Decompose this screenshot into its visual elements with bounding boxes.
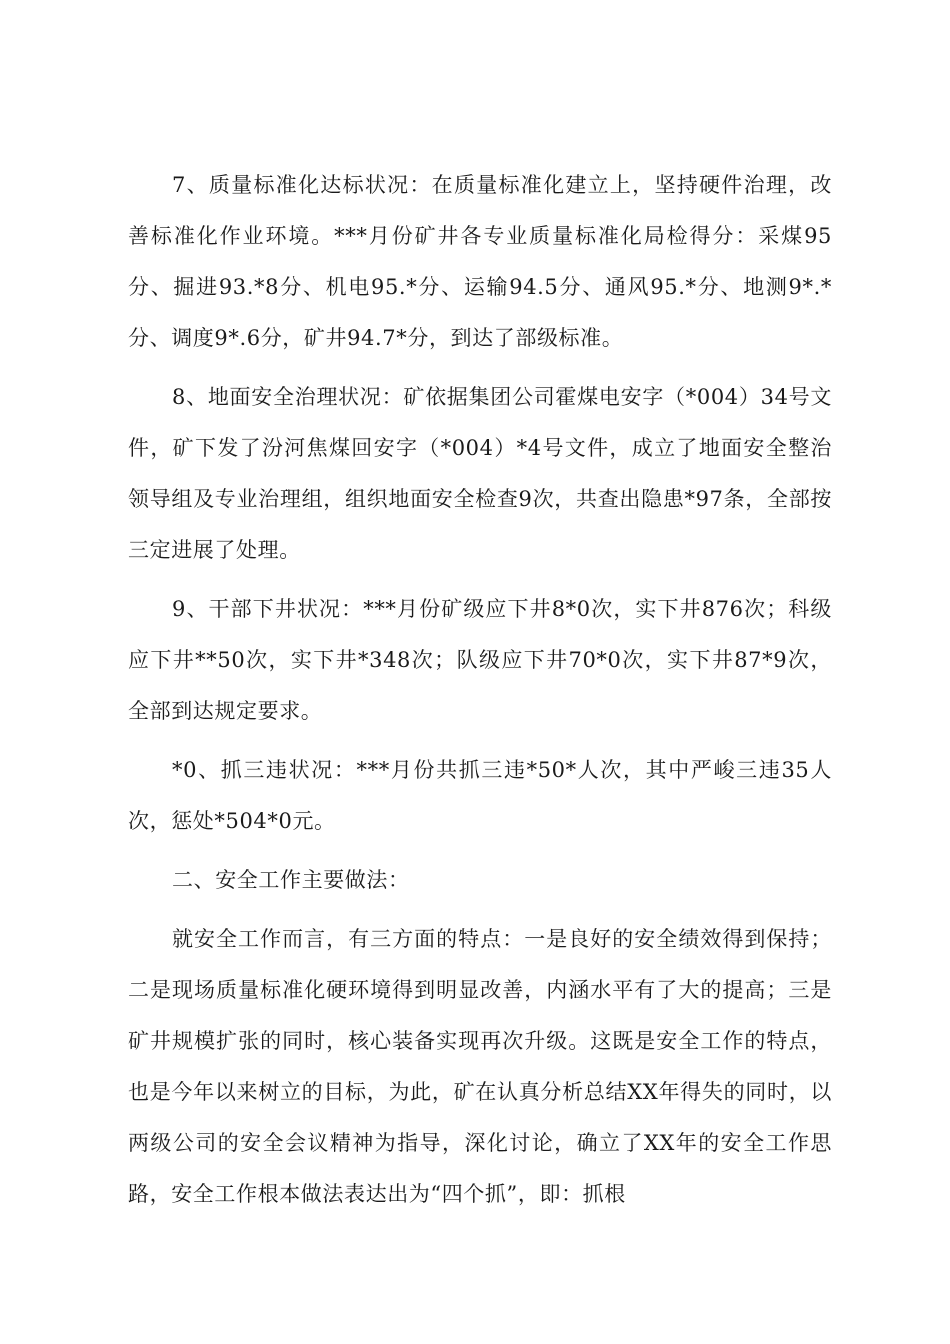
paragraph-cadre-underground: 9、干部下井状况：***月份矿级应下井8*0次，实下井876次；科级应下井**50次，实下井*348次；队级应下井70*0次，实下井87*9次，全部到达规定要求。 — [128, 597, 832, 723]
document-page — [128, 160, 832, 1220]
paragraph-quality-standardization: 7、质量标准化达标状况：在质量标准化建立上，坚持硬件治理，改善标准化作业环境。***月份矿井各专业质量标准化局检得分：采煤95分、掘进93.*8分、机电95.*分、运输94.5分、通风95.*分、地测9*.*分、调度9*.6分，矿井94.7*分，到达了部级标准。 — [128, 173, 832, 350]
paragraph-surface-safety: 8、地面安全治理状况：矿依据集团公司霍煤电安字（*004）34号文件，矿下发了汾河焦煤回安字（*004）*4号文件，成立了地面安全整治领导组及专业治理组，组织地面安全检查9次，共查出隐患*97条，全部按三定进展了处理。 — [128, 385, 832, 562]
paragraph-safety-practices: 就安全工作而言，有三方面的特点：一是良好的安全绩效得到保持；二是现场质量标准化硬环境得到明显改善，内涵水平有了大的提高；三是矿井规模扩张的同时，核心装备实现再次升级。这既是安全工作的特点，也是今年以来树立的目标，为此，矿在认真分析总结XX年得失的同时，以两级公司的安全会议精神为指导，深化讨论，确立了XX年的安全工作思路，安全工作根本做法表达出为“四个抓”，即：抓根 — [128, 927, 832, 1206]
section-heading-safety-practices: 二、安全工作主要做法： — [172, 868, 410, 892]
paragraph-three-violations: *0、抓三违状况：***月份共抓三违*50*人次，其中严峻三违35人次，惩处*504*0元。 — [128, 758, 832, 833]
